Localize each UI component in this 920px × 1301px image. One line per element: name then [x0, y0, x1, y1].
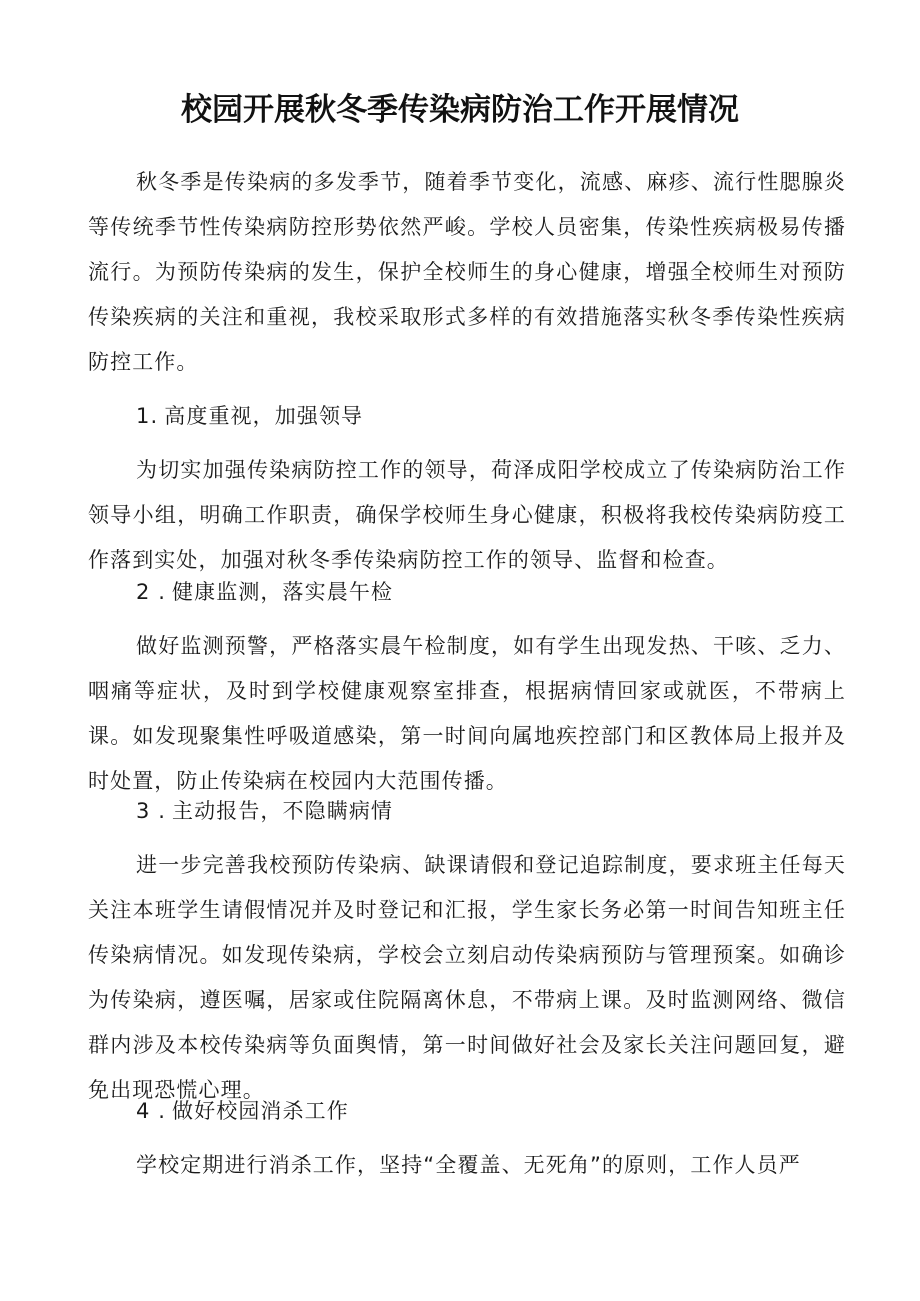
section-4-body: 学校定期进行消杀工作，坚持“全覆盖、无死角”的原则，工作人员严	[136, 1153, 801, 1177]
section-2-body: 做好监测预警，严格落实晨午检制度，如有学生出现发热、干咳、乏力、咽痛等症状，及时到学校健康观察室排查，根据病情回家或就医，不带病上课。如发现聚集性呼吸道感染，第一时间向属地疾控部门和区教体局上报并及时处置，防止传染病在校园内大范围传播。	[88, 634, 846, 793]
section-heading-text: 高度重视，加强领导	[164, 404, 364, 428]
section-number: 4 .	[136, 1099, 167, 1123]
section-heading-text: 健康监测，落实晨午检	[172, 580, 394, 604]
section-4-heading	[136, 1089, 836, 1134]
section-3-heading	[136, 789, 836, 834]
section-3-body: 进一步完善我校预防传染病、缺课请假和登记追踪制度，要求班主任每天关注本班学生请假情况并及时登记和汇报，学生家长务必第一时间告知班主任传染病情况。如发现传染病，学校会立刻启动传染病预防与管理预案。如确诊为传染病，遵医嘱，居家或住院隔离休息，不带病上课。及时监测网络、微信群内涉及本校传染病等负面舆情，第一时间做好社会及家长关注问题回复，避免出现恐慌心理。	[88, 853, 846, 1102]
section-2-heading	[136, 570, 836, 615]
section-number: 3 .	[136, 799, 167, 823]
section-1-body: 为切实加强传染病防控工作的领导，荷泽成阳学校成立了传染病防治工作领导小组，明确工作职责，确保学校师生身心健康，积极将我校传染病防疫工作落到实处，加强对秋冬季传染病防控工作的领导、监督和检查。	[88, 458, 846, 572]
intro-paragraph: 秋冬季是传染病的多发季节，随着季节变化，流感、麻疹、流行性腮腺炎等传统季节性传染病防控形势依然严峻。学校人员密集，传染性疾病极易传播流行。为预防传染病的发生，保护全校师生的身心健康，增强全校师生对预防传染疾病的关注和重视，我校采取形式多样的有效措施落实秋冬季传染性疾病防控工作。	[88, 170, 846, 374]
section-1-heading	[136, 394, 836, 439]
section-heading-text: 做好校园消杀工作	[172, 1099, 349, 1123]
document-title: 校园开展秋冬季传染病防治工作开展情况	[181, 92, 739, 128]
section-number: 2 .	[136, 580, 167, 604]
section-number: 1.	[136, 404, 159, 428]
section-heading-text: 主动报告，不隐瞒病情	[172, 799, 394, 823]
